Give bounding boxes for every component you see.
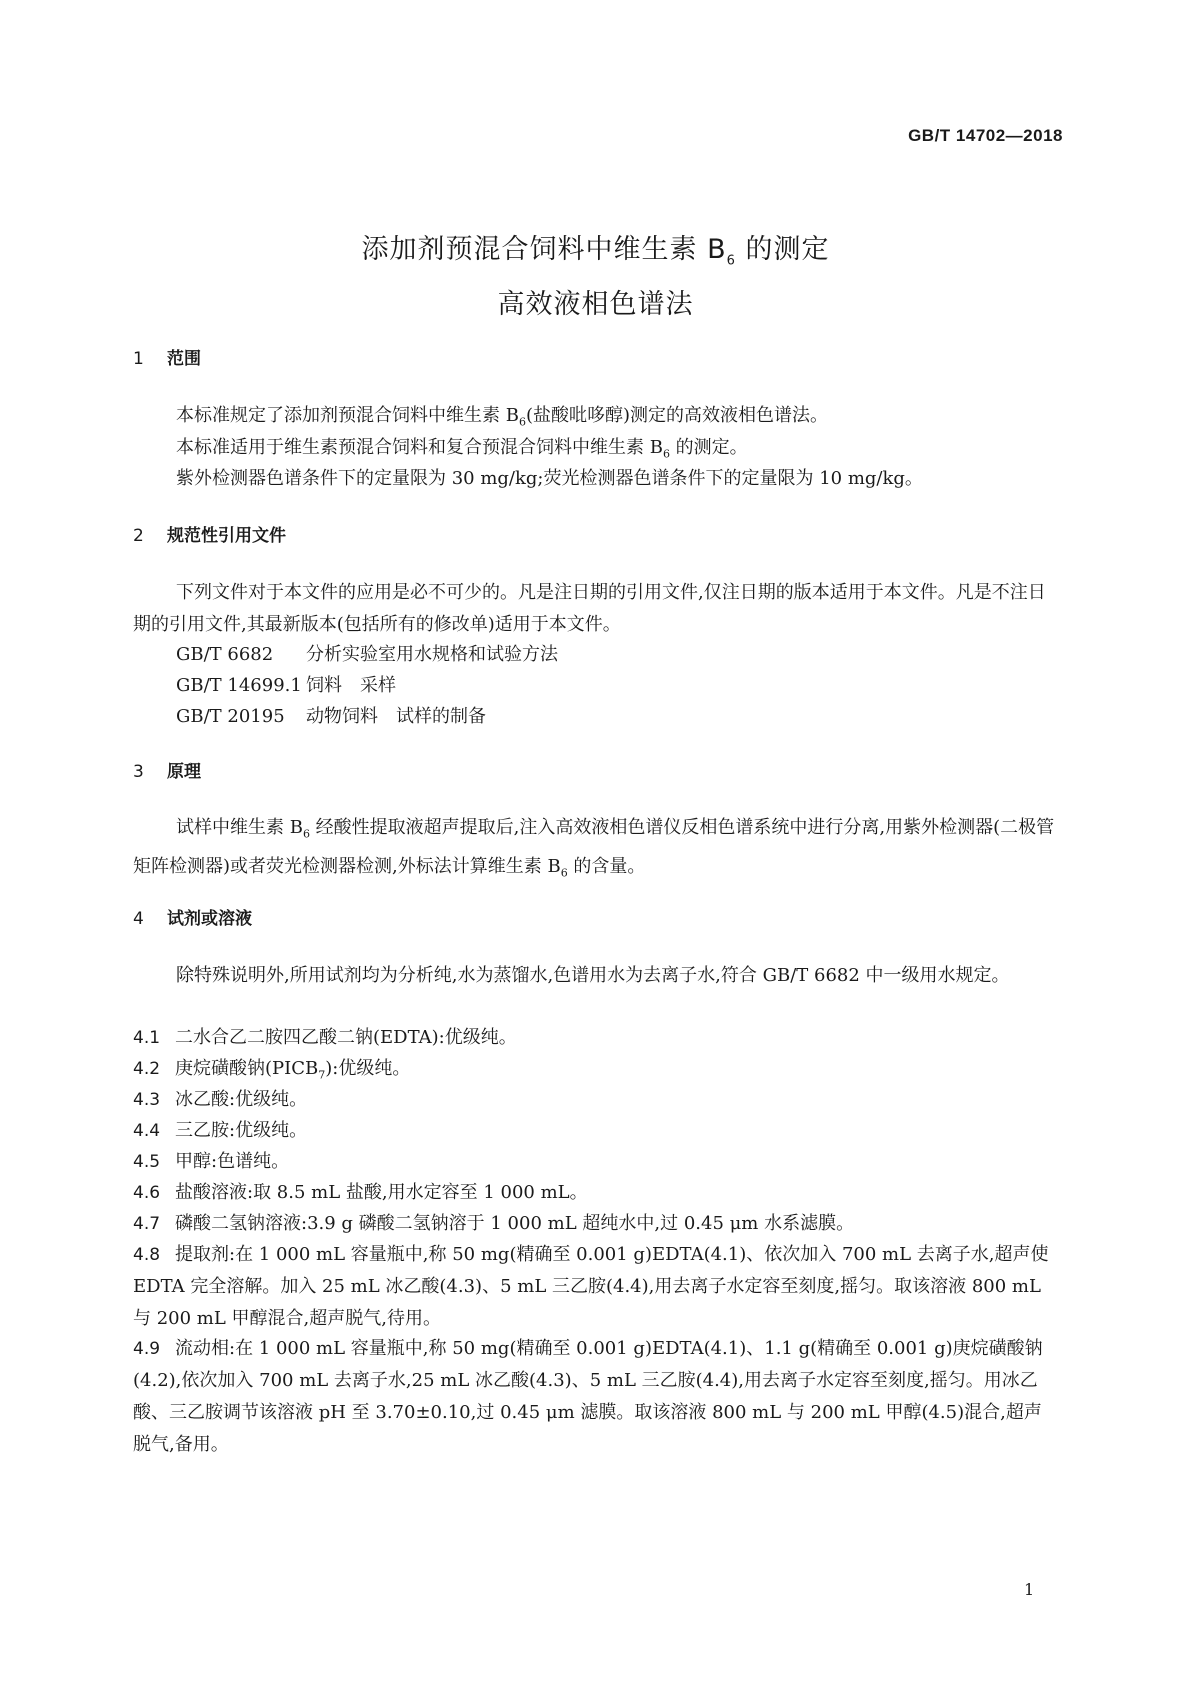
reagent-item: 4.1 二水合乙二胺四乙酸二钠(EDTA):优级纯。 (133, 1027, 517, 1048)
section-number: 3 (133, 762, 144, 782)
document-title (0, 228, 1191, 327)
reagent-item: 4.2 庚烷磺酸钠$(PICB_7)$:优级纯。 (133, 1058, 411, 1082)
title-line-1-post: 的测定 (735, 234, 830, 265)
section-heading-4 (133, 904, 252, 929)
title-line-1-subscript: 6 (726, 253, 736, 269)
title-line-2: 高效液相色谱法 (497, 289, 694, 321)
paragraph-reagents-intro: 除特殊说明外,所用试剂均为分析纯,水为蒸馏水,色谱用水为去离子水,符合 GB/T 6682 中一级用水规定。 (176, 965, 1010, 986)
paragraph-scope-2: 本标准适用于维生素预混合饲料和复合预混合饲料中维生素 $B_6$ 的测定。 (176, 437, 748, 461)
section-title: 试剂或溶液 (167, 909, 252, 929)
reagent-item: 4.4 三乙胺:优级纯。 (133, 1120, 308, 1141)
paragraph-principle: 试样中维生素 $B_6$ 经酸性提取液超声提取后,注入高效液相色谱仪反相色谱系统中进行分离,用紫外检测器(二极管矩阵检测器)或者荧光检测器检测,外标法计算维生素 $B_6$ 的含量。 (133, 817, 1055, 880)
paragraph-scope-1: 本标准规定了添加剂预混合饲料中维生素 $B_6$(盐酸吡哆醇)测定的高效液相色谱法。 (176, 405, 828, 429)
reference-item: GB/T 6682 分析实验室用水规格和试验方法 (176, 644, 558, 665)
standard-number: GB/T 14702—2018 (908, 126, 1063, 145)
section-title: 规范性引用文件 (167, 526, 286, 546)
section-title: 范围 (167, 349, 201, 369)
reagent-item: 4.3 冰乙酸:优级纯。 (133, 1089, 308, 1110)
reagent-item: 4.9 流动相:在 1 000 mL 容量瓶中,称 50 mg(精确至 0.001 g)EDTA(4.1)、1.1 g(精确至 0.001 g)庚烷磺酸钠(4.2),依次加入 700 mL 去离子水,25 mL 冰乙酸(4.3)、5 mL 三乙胺(4.4),用去离子水定容至刻度,摇匀。用冰乙酸、三乙胺调节该溶液 pH 至 3.70±0.10,过 0.45 μm 滤膜。取该溶液 800 mL 与 200 mL 甲醇(4.5)混合,超声脱气,备用。 (133, 1338, 1043, 1455)
section-heading-1 (133, 344, 201, 369)
page-number: 1 (1024, 1580, 1035, 1599)
reagent-item: 4.5 甲醇:色谱纯。 (133, 1151, 290, 1172)
reagent-item: 4.8 提取剂:在 1 000 mL 容量瓶中,称 50 mg(精确至 0.001 g)EDTA(4.1)、依次加入 700 mL 去离子水,超声使 EDTA 完全溶解。加入 25 mL 冰乙酸(4.3)、5 mL 三乙胺(4.4),用去离子水定容至刻度,摇匀。取该溶液 800 mL 与 200 mL 甲醇混合,超声脱气,待用。 (133, 1244, 1049, 1329)
title-line-1-pre: 添加剂预混合饲料中维生素 B (361, 234, 727, 265)
reagent-item: 4.6 盐酸溶液:取 8.5 mL 盐酸,用水定容至 1 000 mL。 (133, 1182, 588, 1203)
paragraph-scope-3: 紫外检测器色谱条件下的定量限为 30 mg/kg;荧光检测器色谱条件下的定量限为 10 mg/kg。 (176, 468, 923, 489)
section-number: 1 (133, 349, 144, 369)
reference-item: GB/T 20195 动物饲料 试样的制备 (176, 706, 486, 727)
section-number: 4 (133, 909, 144, 929)
reference-item: GB/T 14699.1 饲料 采样 (176, 675, 396, 696)
paragraph-normative-refs: 下列文件对于本文件的应用是必不可少的。凡是注日期的引用文件,仅注日期的版本适用于本文件。凡是不注日期的引用文件,其最新版本(包括所有的修改单)适用于本文件。 (133, 582, 1046, 635)
reagent-item: 4.7 磷酸二氢钠溶液:3.9 g 磷酸二氢钠溶于 1 000 mL 超纯水中,过 0.45 μm 水系滤膜。 (133, 1213, 855, 1234)
section-heading-2 (133, 521, 286, 546)
section-number: 2 (133, 526, 144, 546)
section-title: 原理 (167, 762, 201, 782)
section-heading-3 (133, 757, 201, 782)
title-line-1 (0, 228, 1191, 283)
